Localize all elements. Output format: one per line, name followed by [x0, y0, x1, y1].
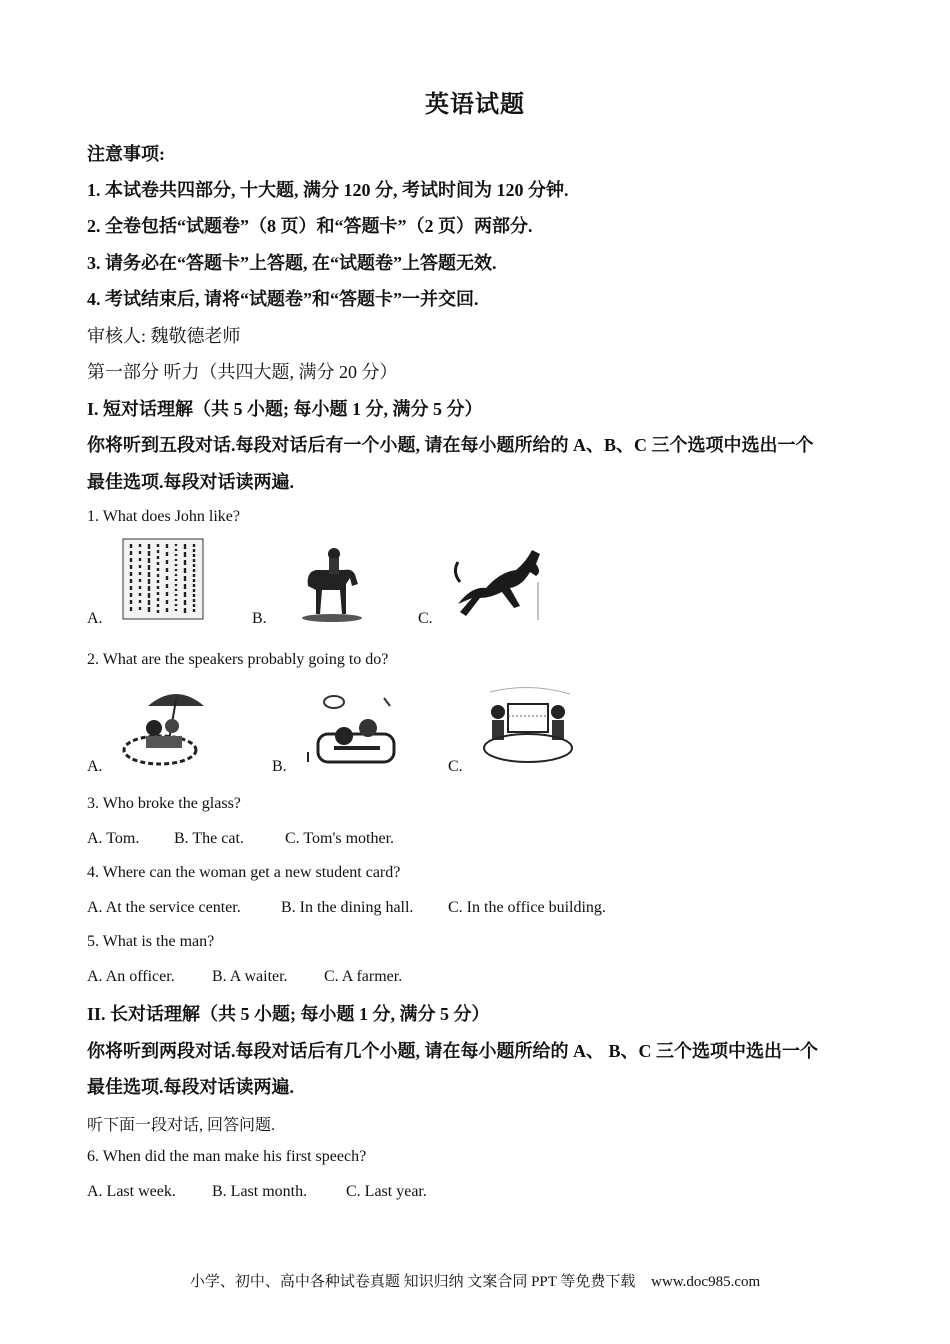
picnic-image — [304, 690, 400, 772]
question-text: 1. What does John like? — [87, 508, 241, 525]
option-label: C. — [418, 610, 433, 627]
option-label: C. — [448, 758, 463, 775]
section-instruction: 你将听到两段对话.每段对话后有几个小题, 请在每小题所给的 A、 B、C 三个选项中选出一个 — [87, 1041, 818, 1061]
question-text: 4. Where can the woman get a new student card? — [87, 864, 401, 881]
section-instruction: 你将听到五段对话.每段对话后有一个小题, 请在每小题所给的 A、B、C 三个选项中选出一个 — [87, 435, 814, 455]
option-c: C. In the office building. — [448, 899, 606, 916]
footer-link[interactable]: www.doc985.com — [651, 1274, 761, 1290]
option-a: A. At the service center. — [87, 899, 241, 916]
option-b: B. The cat. — [174, 830, 244, 847]
option-a: A. Tom. — [87, 830, 140, 847]
terracotta-horse-image — [296, 542, 366, 624]
calligraphy-image — [122, 538, 204, 620]
section-instruction: 最佳选项.每段对话读两遍. — [87, 472, 294, 492]
sub-instruction: 听下面一段对话, 回答问题. — [87, 1117, 276, 1134]
section-instruction: 最佳选项.每段对话读两遍. — [87, 1077, 294, 1097]
reviewer: 审核人: 魏敬德老师 — [87, 326, 241, 346]
page-title: 英语试题 — [425, 92, 525, 118]
option-label: A. — [87, 610, 103, 627]
note-item: 3. 请务必在“答题卡”上答题, 在“试题卷”上答题无效. — [87, 253, 497, 273]
option-b: B. Last month. — [212, 1183, 308, 1200]
beach-umbrella-image — [118, 686, 210, 772]
footer — [0, 1270, 950, 1291]
option-c: C. Last year. — [346, 1183, 427, 1200]
footer-text: 小学、初中、高中各种试卷真题 知识归纳 文案合同 PPT 等免费下载 — [189, 1274, 636, 1290]
horse-painting-image — [450, 542, 546, 622]
option-c: C. Tom's mother. — [285, 830, 395, 847]
section-heading: II. 长对话理解（共 5 小题; 每小题 1 分, 满分 5 分） — [87, 1004, 490, 1024]
option-b: B. In the dining hall. — [281, 899, 414, 916]
note-item: 1. 本试卷共四部分, 十大题, 满分 120 分, 考试时间为 120 分钟. — [87, 180, 569, 200]
note-item: 2. 全卷包括“试题卷”（8 页）和“答题卡”（2 页）两部分. — [87, 216, 533, 236]
question-text: 3. Who broke the glass? — [87, 795, 241, 812]
question-text: 2. What are the speakers probably going to do? — [87, 651, 389, 668]
option-label: B. — [252, 610, 267, 627]
option-label: A. — [87, 758, 103, 775]
tennis-image — [480, 682, 576, 772]
option-a: A. Last week. — [87, 1183, 176, 1200]
notes-heading: 注意事项: — [87, 144, 165, 164]
option-a: A. An officer. — [87, 968, 175, 985]
option-b: B. A waiter. — [212, 968, 288, 985]
option-c: C. A farmer. — [324, 968, 403, 985]
note-item: 4. 考试结束后, 请将“试题卷”和“答题卡”一并交回. — [87, 289, 479, 309]
section-heading: I. 短对话理解（共 5 小题; 每小题 1 分, 满分 5 分） — [87, 399, 483, 419]
question-text: 6. When did the man make his first speech? — [87, 1148, 367, 1165]
part-heading: 第一部分 听力（共四大题, 满分 20 分） — [87, 362, 398, 382]
question-text: 5. What is the man? — [87, 933, 215, 950]
option-label: B. — [272, 758, 287, 775]
